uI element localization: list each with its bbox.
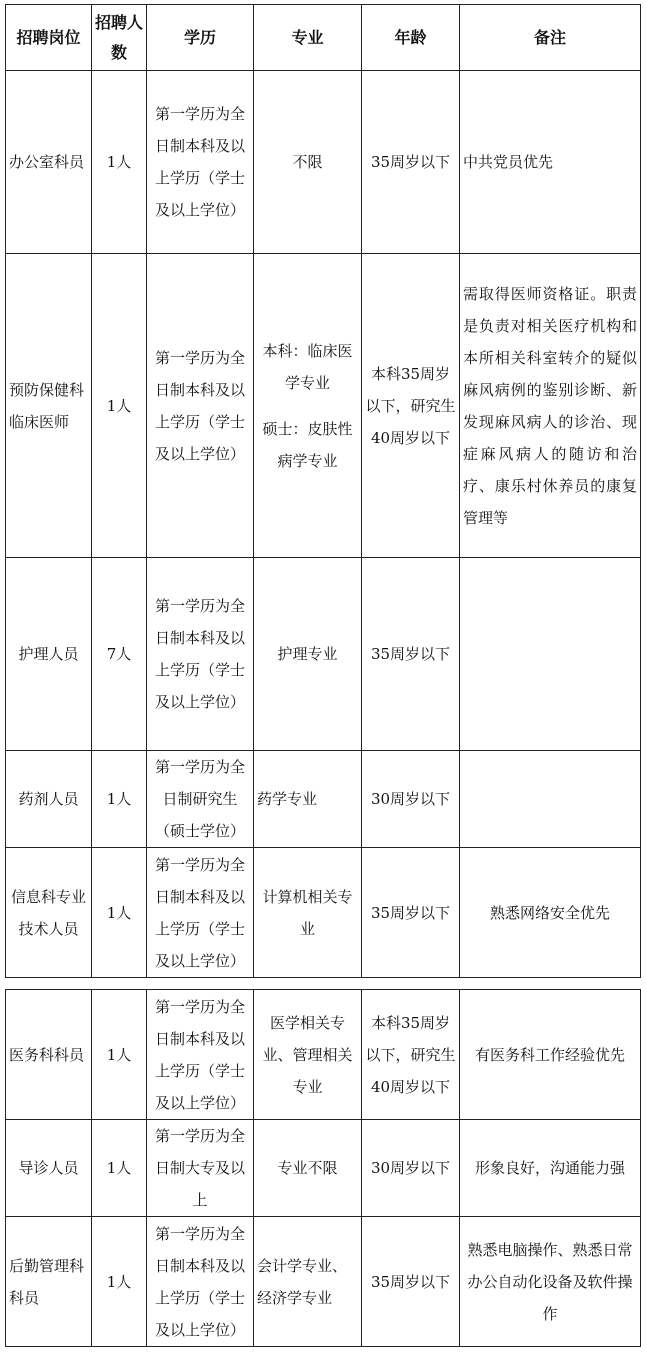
education-cell: 第一学历为全日制本科及以上学历（学士及以上学位） [147,71,254,254]
position-cell: 导诊人员 [6,1120,92,1217]
major-cell: 专业不限 [254,1120,362,1217]
position-cell: 医务科科员 [6,990,92,1120]
remark-cell: 需取得医师资格证。职责是负责对相关医疗机构和本所相关科室转介的疑似麻风病例的鉴别诊断、新发现麻风病人的诊治、现症麻风病人的随访和治疗、康乐村休养员的康复管理等 [460,254,641,558]
remark-cell: 熟悉网络安全优先 [460,848,641,978]
position-cell: 办公室科员 [6,71,92,254]
recruitment-table-continued [5,989,641,1347]
major-master: 硕士：皮肤性病学专业 [262,419,353,470]
remark-cell [460,558,641,751]
count-cell: 1人 [92,1120,147,1217]
age-cell: 35周岁以下 [362,558,460,751]
education-cell: 第一学历为全日制本科及以上学历（学士及以上学位） [147,254,254,558]
age-cell: 30周岁以下 [362,751,460,848]
table-row [6,990,641,1120]
remark-cell: 熟悉电脑操作、熟悉日常办公自动化设备及软件操作 [460,1217,641,1347]
header-remark: 备注 [460,5,641,71]
major-cell: 护理专业 [254,558,362,751]
age-cell: 35周岁以下 [362,71,460,254]
position-cell: 信息科专业技术人员 [6,848,92,978]
table-row [6,1120,641,1217]
remark-cell: 形象良好，沟通能力强 [460,1120,641,1217]
position-cell: 后勤管理科科员 [6,1217,92,1347]
count-cell: 7人 [92,558,147,751]
count-cell: 1人 [92,1217,147,1347]
header-row [6,5,641,71]
major-cell: 计算机相关专业 [254,848,362,978]
education-cell: 第一学历为全日制本科及以上学历（学士及以上学位） [147,558,254,751]
count-cell: 1人 [92,848,147,978]
age-cell: 30周岁以下 [362,1120,460,1217]
major-cell: 不限 [254,71,362,254]
position-cell: 药剂人员 [6,751,92,848]
education-cell: 第一学历为全日制大专及以上 [147,1120,254,1217]
remark-cell: 有医务科工作经验优先 [460,990,641,1120]
header-count: 招聘人数 [92,5,147,71]
count-cell: 1人 [92,751,147,848]
recruitment-table [5,4,641,978]
header-position: 招聘岗位 [6,5,92,71]
education-cell: 第一学历为全日制本科及以上学历（学士及以上学位） [147,848,254,978]
education-cell: 第一学历为全日制本科及以上学历（学士及以上学位） [147,990,254,1120]
major-cell [254,254,362,558]
count-cell: 1人 [92,71,147,254]
major-cell: 会计学专业、经济学专业 [254,1217,362,1347]
major-bachelor: 本科：临床医学专业 [262,341,353,392]
education-cell: 第一学历为全日制本科及以上学历（学士及以上学位） [147,1217,254,1347]
table-row [6,751,641,848]
age-cell: 35周岁以下 [362,848,460,978]
education-cell: 第一学历为全日制研究生（硕士学位） [147,751,254,848]
major-cell: 药学专业 [254,751,362,848]
table-row [6,848,641,978]
age-cell: 本科35周岁以下，研究生40周岁以下 [362,254,460,558]
header-age: 年龄 [362,5,460,71]
remark-cell: 中共党员优先 [460,71,641,254]
position-cell: 预防保健科临床医师 [6,254,92,558]
header-major: 专业 [254,5,362,71]
age-cell: 本科35周岁以下，研究生40周岁以下 [362,990,460,1120]
table-row [6,558,641,751]
position-cell: 护理人员 [6,558,92,751]
spacer [257,399,358,413]
age-cell: 35周岁以下 [362,1217,460,1347]
table-row [6,1217,641,1347]
remark-cell [460,751,641,848]
count-cell: 1人 [92,254,147,558]
table-row [6,254,641,558]
header-education: 学历 [147,5,254,71]
count-cell: 1人 [92,990,147,1120]
table-row [6,71,641,254]
major-cell: 医学相关专业、管理相关专业 [254,990,362,1120]
